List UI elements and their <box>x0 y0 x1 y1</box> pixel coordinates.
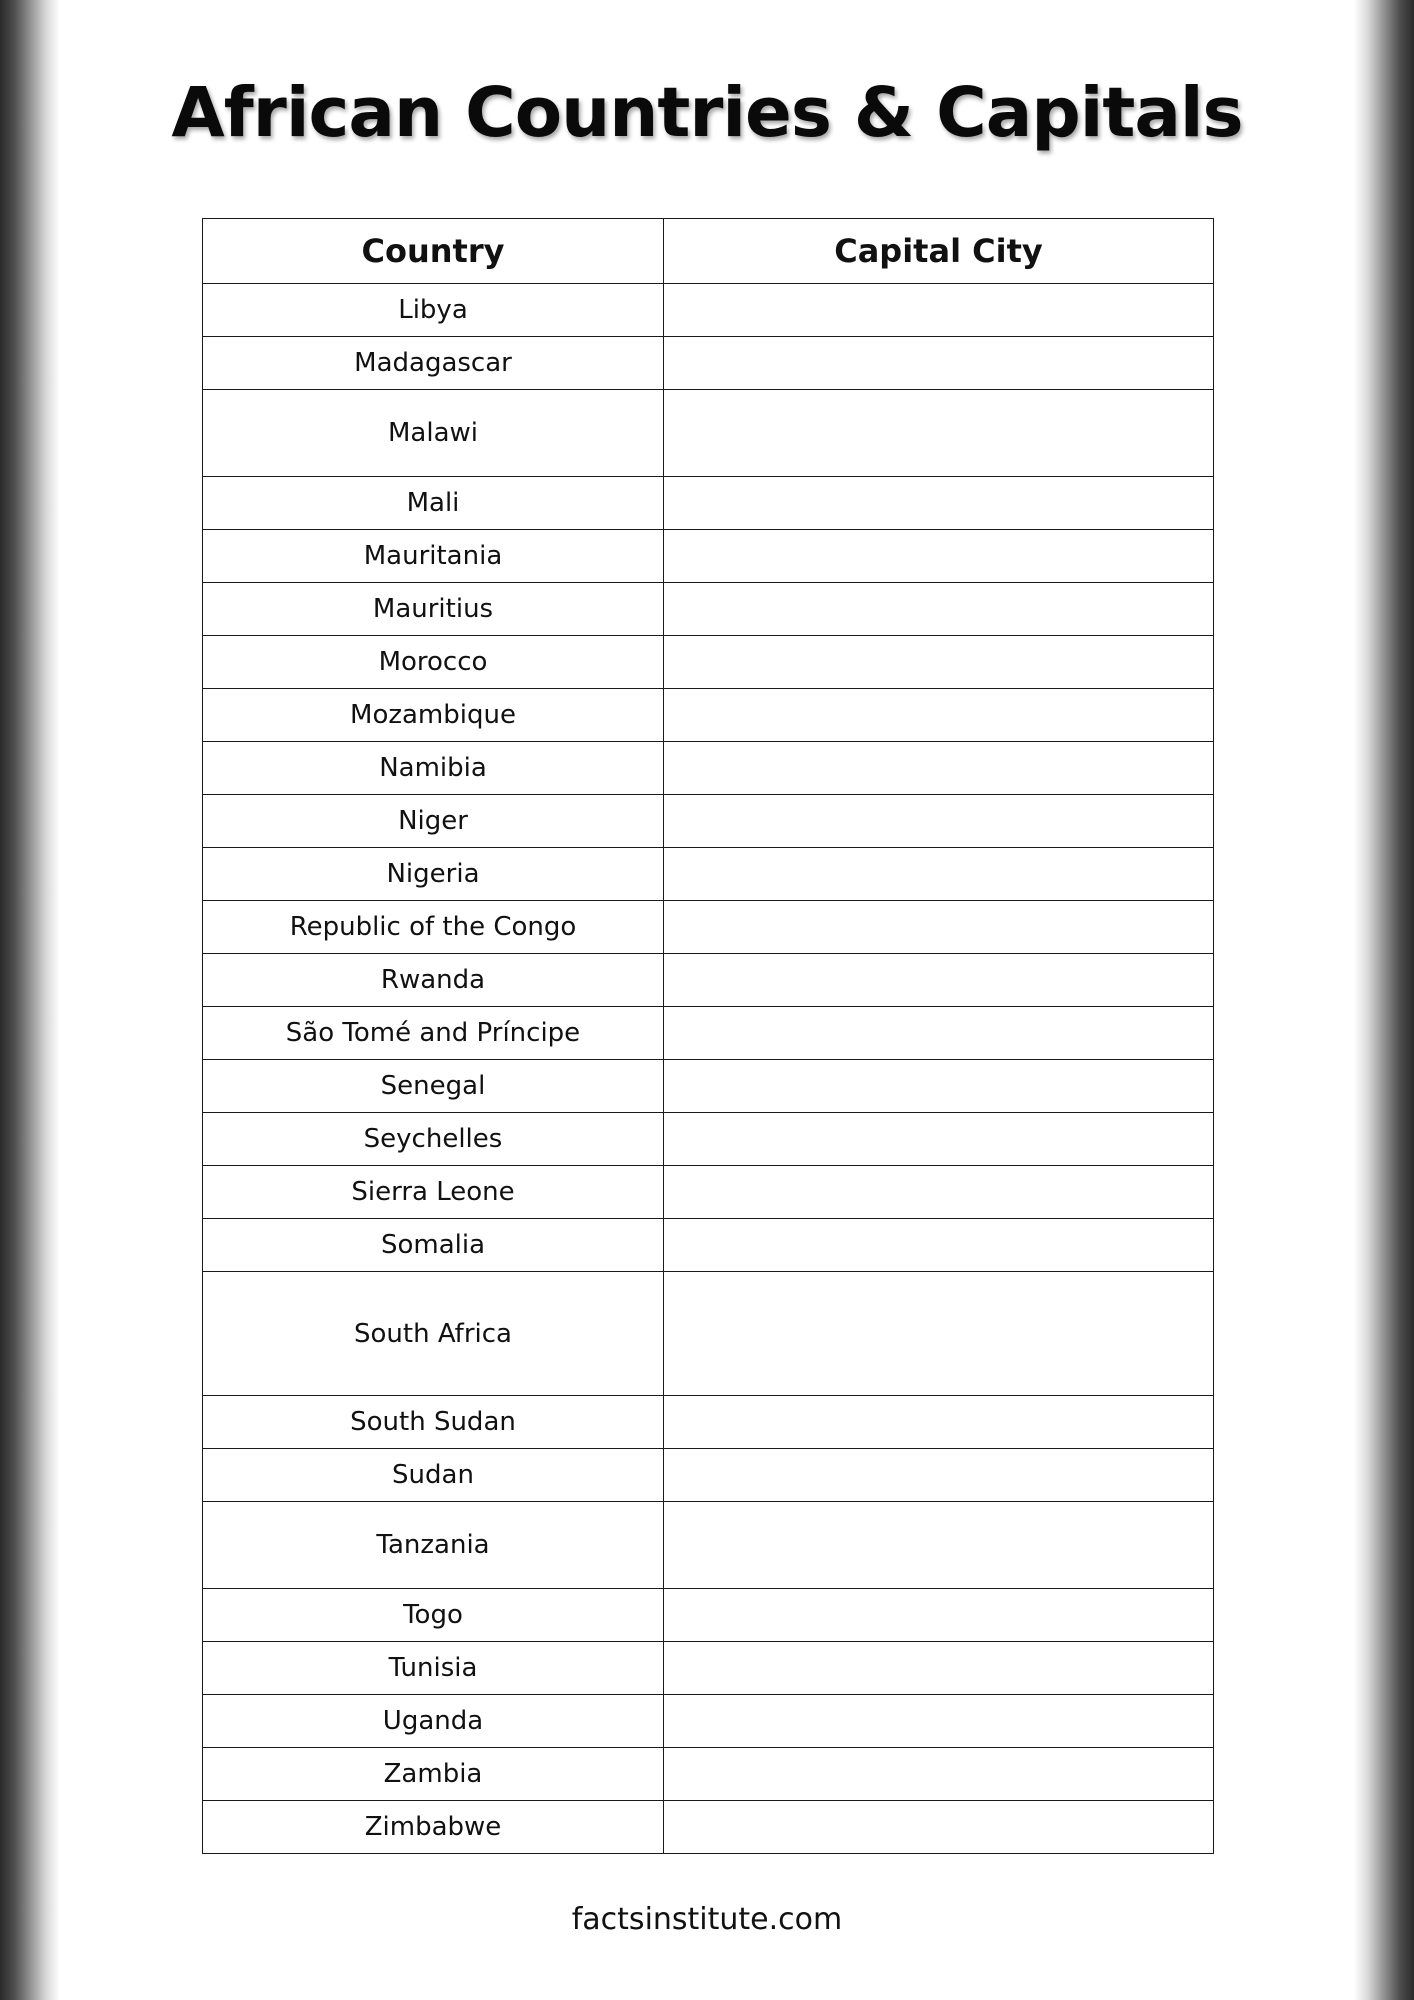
capital-answer-cell[interactable] <box>664 1113 1214 1166</box>
capital-answer-cell[interactable] <box>664 1166 1214 1219</box>
table-row <box>203 477 1214 530</box>
country-cell: Republic of the Congo <box>203 901 664 954</box>
country-cell: Mauritania <box>203 530 664 583</box>
capital-answer-cell[interactable] <box>664 1695 1214 1748</box>
capital-answer-cell[interactable] <box>664 337 1214 390</box>
table-row <box>203 848 1214 901</box>
country-cell: Malawi <box>203 390 664 477</box>
country-cell: South Africa <box>203 1272 664 1396</box>
capital-answer-cell[interactable] <box>664 1272 1214 1396</box>
table-row <box>203 1272 1214 1396</box>
capital-answer-cell[interactable] <box>664 848 1214 901</box>
table-row <box>203 390 1214 477</box>
country-cell: Niger <box>203 795 664 848</box>
capital-answer-cell[interactable] <box>664 390 1214 477</box>
table-row <box>203 636 1214 689</box>
table-row <box>203 689 1214 742</box>
table-header-row <box>203 219 1214 284</box>
country-cell: Rwanda <box>203 954 664 1007</box>
table-row <box>203 1396 1214 1449</box>
capital-answer-cell[interactable] <box>664 1060 1214 1113</box>
country-cell: Somalia <box>203 1219 664 1272</box>
table-row <box>203 1219 1214 1272</box>
country-column-header: Country <box>203 219 664 284</box>
country-cell: Libya <box>203 284 664 337</box>
country-cell: Zambia <box>203 1748 664 1801</box>
country-cell: Tanzania <box>203 1502 664 1589</box>
table-row <box>203 1060 1214 1113</box>
capital-answer-cell[interactable] <box>664 1502 1214 1589</box>
capital-answer-cell[interactable] <box>664 742 1214 795</box>
page-title: African Countries & Capitals <box>171 73 1243 153</box>
capital-answer-cell[interactable] <box>664 1449 1214 1502</box>
capital-answer-cell[interactable] <box>664 284 1214 337</box>
table-row <box>203 530 1214 583</box>
country-cell: Uganda <box>203 1695 664 1748</box>
table-row <box>203 337 1214 390</box>
capital-answer-cell[interactable] <box>664 1007 1214 1060</box>
country-cell: São Tomé and Príncipe <box>203 1007 664 1060</box>
footer-website: factsinstitute.com <box>571 1902 843 1937</box>
capital-answer-cell[interactable] <box>664 636 1214 689</box>
capital-answer-cell[interactable] <box>664 954 1214 1007</box>
country-cell: Mozambique <box>203 689 664 742</box>
table-row <box>203 1166 1214 1219</box>
table-row <box>203 901 1214 954</box>
capital-answer-cell[interactable] <box>664 1589 1214 1642</box>
country-cell: Sudan <box>203 1449 664 1502</box>
table-row <box>203 1502 1214 1589</box>
table-row <box>203 954 1214 1007</box>
country-cell: Morocco <box>203 636 664 689</box>
country-cell: Tunisia <box>203 1642 664 1695</box>
country-cell: Mali <box>203 477 664 530</box>
table-row <box>203 795 1214 848</box>
country-cell: Sierra Leone <box>203 1166 664 1219</box>
country-cell: South Sudan <box>203 1396 664 1449</box>
country-cell: Zimbabwe <box>203 1801 664 1854</box>
table-row <box>203 284 1214 337</box>
country-cell: Namibia <box>203 742 664 795</box>
table-row <box>203 1748 1214 1801</box>
country-cell: Nigeria <box>203 848 664 901</box>
country-cell: Togo <box>203 1589 664 1642</box>
capital-answer-cell[interactable] <box>664 477 1214 530</box>
capital-answer-cell[interactable] <box>664 1396 1214 1449</box>
capital-column-header: Capital City <box>664 219 1214 284</box>
capital-answer-cell[interactable] <box>664 1748 1214 1801</box>
capital-answer-cell[interactable] <box>664 795 1214 848</box>
capital-answer-cell[interactable] <box>664 583 1214 636</box>
capital-answer-cell[interactable] <box>664 1219 1214 1272</box>
country-cell: Mauritius <box>203 583 664 636</box>
countries-capitals-table <box>202 218 1214 1854</box>
country-cell: Madagascar <box>203 337 664 390</box>
capital-answer-cell[interactable] <box>664 901 1214 954</box>
table-row <box>203 1801 1214 1854</box>
table-row <box>203 1007 1214 1060</box>
table-row <box>203 742 1214 795</box>
capital-answer-cell[interactable] <box>664 689 1214 742</box>
country-cell: Seychelles <box>203 1113 664 1166</box>
table-row <box>203 1449 1214 1502</box>
table-row <box>203 1695 1214 1748</box>
capital-answer-cell[interactable] <box>664 530 1214 583</box>
capital-answer-cell[interactable] <box>664 1801 1214 1854</box>
table-row <box>203 1642 1214 1695</box>
country-cell: Senegal <box>203 1060 664 1113</box>
table-row <box>203 1113 1214 1166</box>
table-row <box>203 1589 1214 1642</box>
table-row <box>203 583 1214 636</box>
capital-answer-cell[interactable] <box>664 1642 1214 1695</box>
